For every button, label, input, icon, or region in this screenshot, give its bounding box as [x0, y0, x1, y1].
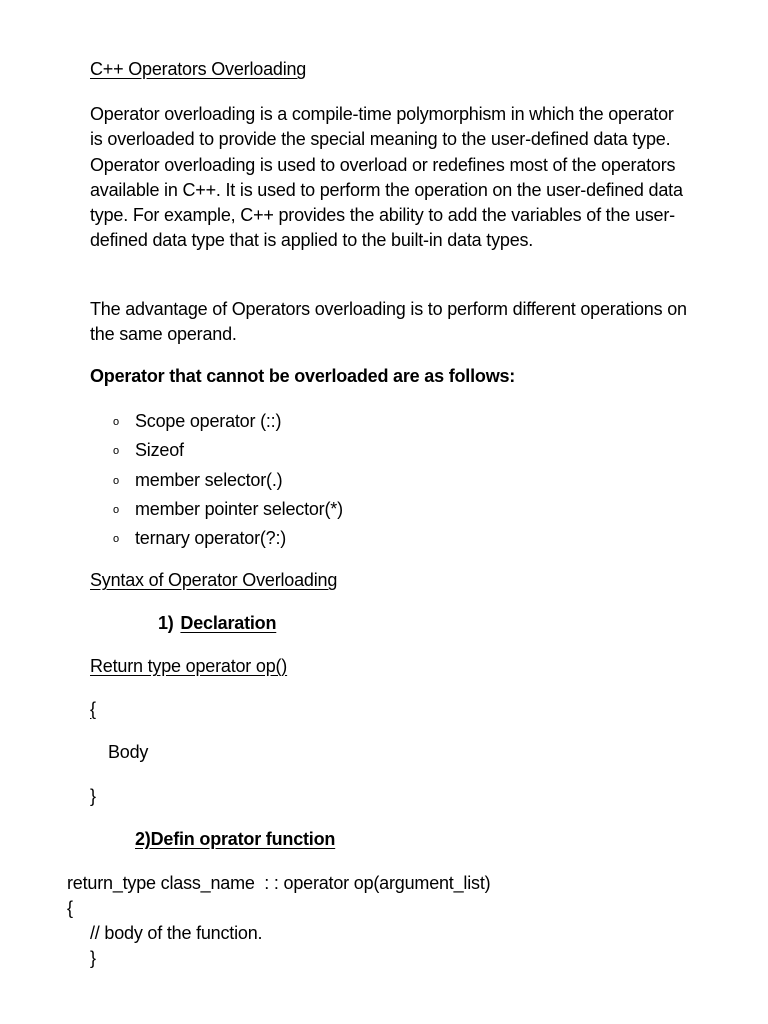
list-item [90, 496, 343, 525]
list-item-label: member selector(.) [135, 469, 283, 490]
definition-comment: // body of the function. [90, 923, 263, 943]
advantage-paragraph: The advantage of Operators overloading is to perform different operations on the same operand. [90, 299, 687, 345]
intro-paragraph: Operator overloading is a compile-time polymorphism in which the operator is overloaded to provide the special meaning to the user-defined data type. Operator overloading is used to overload or redefines most of the operators available in C++. It is used to perform the operation on the user-defined data type. For example, C++ provides the ability to add the variables of the user-defined data type that is applied to the built-in data types. [90, 104, 683, 251]
declaration-body: Body [108, 742, 149, 762]
non-overloadable-list [90, 408, 343, 554]
list-item [90, 525, 343, 554]
declaration-open-brace: { [90, 699, 96, 719]
syntax-heading: Syntax of Operator Overloading [90, 570, 338, 590]
declaration-signature: Return type operator op() [90, 656, 288, 676]
list-item-label: Sizeof [135, 440, 184, 461]
list-item-label: Scope operator (::) [135, 411, 282, 431]
list-item-label: ternary operator(?:) [135, 528, 287, 549]
bullet-icon: o [113, 503, 119, 516]
list-item [90, 467, 343, 496]
cannot-overload-heading: Operator that cannot be overloaded are as follows: [90, 366, 516, 386]
document-title: C++ Operators Overloading [90, 59, 307, 79]
bullet-icon: o [113, 416, 119, 428]
bullet-icon: o [113, 445, 119, 458]
declaration-label: Declaration [180, 613, 277, 633]
declaration-heading [158, 613, 276, 634]
declaration-number: 1) [158, 613, 174, 633]
definition-open-brace: { [67, 898, 73, 918]
bullet-icon: o [113, 533, 119, 546]
definition-signature: return_type class_name : : operator op(argument_list) [67, 873, 491, 893]
list-item-label: member pointer selector(*) [135, 498, 343, 519]
definition-close-brace: } [90, 948, 96, 968]
list-item [90, 437, 343, 466]
list-item [90, 408, 343, 437]
bullet-icon: o [113, 474, 119, 487]
definition-heading: 2)Defin oprator function [135, 829, 336, 849]
declaration-close-brace: } [90, 786, 96, 806]
